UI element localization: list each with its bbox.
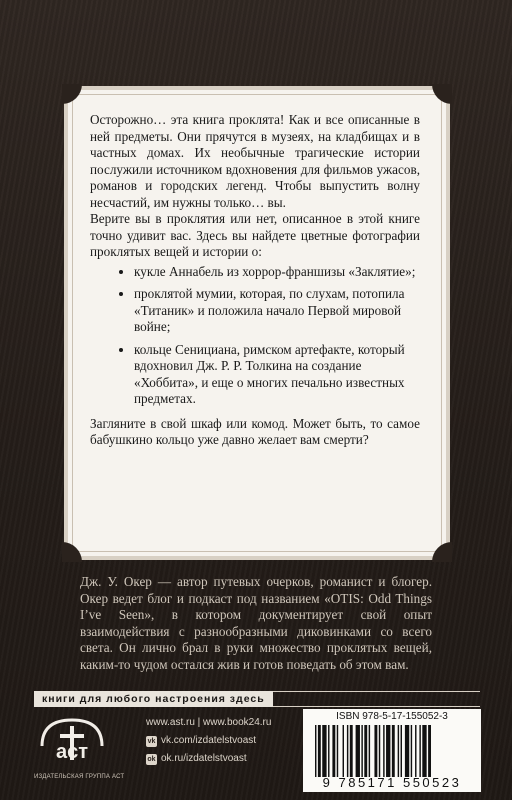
barcode-bar <box>428 725 431 777</box>
barcode-bar <box>350 725 353 777</box>
barcode-bar <box>422 725 426 777</box>
barcode-bar <box>328 725 329 777</box>
barcode-bar <box>411 725 412 777</box>
websites-link[interactable]: www.ast.ru | www.book24.ru <box>146 717 272 728</box>
list-item: • проклятой мумии, которая, по слухам, потопила «Титаник» и положила начало Первой мировой войне; <box>134 286 420 336</box>
barcode-bar <box>332 725 335 777</box>
blurb-panel <box>64 86 450 560</box>
barcode-bar <box>405 725 409 777</box>
isbn-barcode-block <box>303 709 481 792</box>
ok-link[interactable]: ok.ru/izdatelstvoast <box>161 753 247 764</box>
barcode <box>315 725 473 777</box>
barcode-bar <box>347 725 348 777</box>
vk-link[interactable]: vk.com/izdatelstvoast <box>161 735 257 746</box>
publisher-links <box>146 714 271 768</box>
barcode-bar <box>356 725 360 777</box>
barcode-bar <box>361 725 362 777</box>
barcode-bar <box>315 725 316 777</box>
barcode-bar <box>337 725 338 777</box>
ok-row <box>146 750 271 768</box>
barcode-bar <box>379 725 380 777</box>
barcode-bar <box>398 725 399 777</box>
barcode-bar <box>364 725 367 777</box>
barcode-bar <box>386 725 390 777</box>
tagline-strip <box>34 691 480 707</box>
list-item: • кольце Сенициана, римском артефакте, который вдохновил Дж. Р. Р. Толкина на создание «Хоббита», и еще о многих печально известных предметах. <box>134 342 420 408</box>
barcode-bar <box>374 725 377 777</box>
vk-icon: vk <box>147 737 156 745</box>
ok-icon: ok <box>147 755 156 763</box>
isbn-digits: 9 785171 550523 <box>322 775 462 790</box>
logo-cross-h <box>60 734 84 738</box>
barcode-bar <box>401 725 402 777</box>
barcode-bar <box>318 725 321 777</box>
blurb-list <box>90 264 420 408</box>
barcode-bar <box>383 725 384 777</box>
barcode-bar <box>392 725 395 777</box>
barcode-bar <box>322 725 326 777</box>
barcode-bar <box>415 725 416 777</box>
blurb-lead: Верите вы в проклятия или нет, описанное в этой книге точно удивит вас. Здесь вы найдете цветные фотографии проклятых вещей и истории о: <box>90 211 420 259</box>
logo-text: аст <box>55 741 89 763</box>
publisher-caption: ИЗДАТЕЛЬСКАЯ ГРУППА АСТ <box>34 774 125 780</box>
blurb-closing: Загляните в свой шкаф или комод. Может быть, то самое бабушкино кольцо уже давно желает вам смерти? <box>90 415 420 447</box>
ast-logo <box>36 716 108 766</box>
vk-row <box>146 732 271 750</box>
barcode-bar <box>343 725 344 777</box>
blurb-text <box>90 112 420 449</box>
author-bio: Дж. У. Окер — автор путевых очерков, романист и блогер. Окер ведет блог и подкаст под названием «OTIS: Odd Things I’ve Seen», в котором документирует свой опыт взаимодействия с разнообразными диковинками со всего света. Он лично брал в руки множество проклятых вещей, каким-то чудом остался жив и готов поведать об этом вам. <box>80 574 432 672</box>
barcode-bar <box>419 725 420 777</box>
isbn-label: ISBN 978-5-17-155052-3 <box>336 711 448 722</box>
list-item: • кукле Аннабель из хоррор-франшизы «Заклятие»; <box>134 264 420 281</box>
websites-row <box>146 714 271 732</box>
barcode-bar <box>369 725 370 777</box>
tagline-text: книги для любого настроения здесь <box>34 691 273 707</box>
blurb-intro: Осторожно… эта книга проклята! Как и все описанные в ней предметы. Они прячутся в музеях, на кладбищах и в частных домах. Их необычные трагические истории послужили источником вдохновения для фильмов ужасов, романов и городских легенд. Чтобы выпустить волну несчастий, им нужны только… вы. <box>90 112 420 210</box>
